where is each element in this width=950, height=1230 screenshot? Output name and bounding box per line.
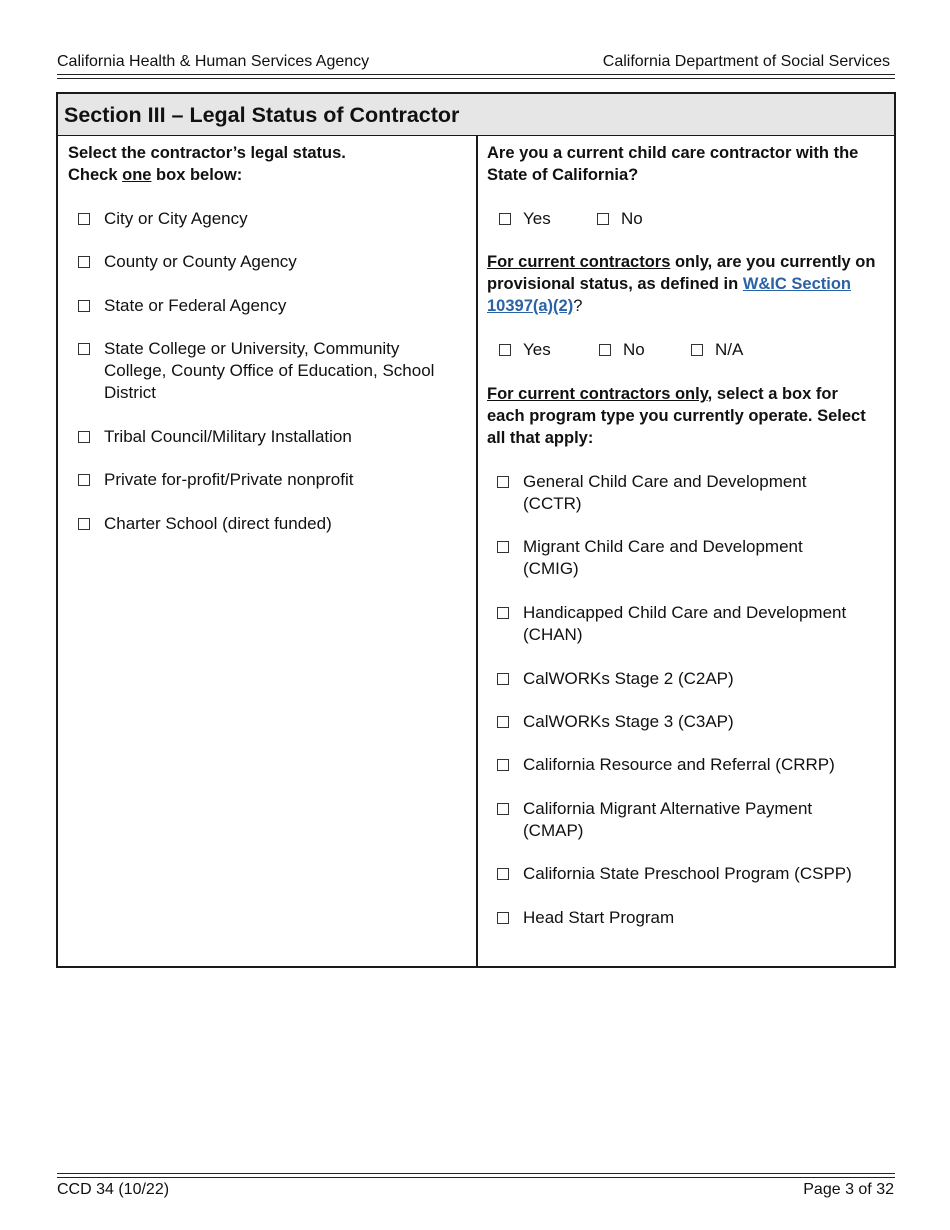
checkbox-c3ap[interactable] (497, 716, 509, 728)
option-label: California Migrant Alternative Payment (CMAP) (523, 799, 813, 840)
instruction-line-2-pre: Check (68, 166, 123, 184)
wic-section-link[interactable]: W&IC Section 10397(a)(2) (487, 275, 851, 315)
legal-status-option[interactable] (78, 513, 458, 535)
section-box (56, 92, 896, 968)
option-label: California Resource and Referral (CRRP) (523, 755, 835, 774)
q2-end: ? (573, 297, 583, 315)
option-label: Migrant Child Care and Development (CMIG) (523, 537, 803, 578)
checkbox-cmig[interactable] (497, 541, 509, 553)
option-label: Yes (523, 209, 551, 228)
legal-status-option[interactable] (78, 208, 458, 230)
footer-rule (57, 1173, 895, 1174)
q1-no-option[interactable] (597, 208, 643, 230)
instruction-line-1: Select the contractor’s legal status. (68, 144, 346, 162)
q2-underlined: For current contractors (487, 253, 671, 271)
q3-underlined: For current contractors only (487, 385, 708, 403)
checkbox-cctr[interactable] (497, 476, 509, 488)
checkbox-q1-yes[interactable] (499, 213, 511, 225)
legal-status-option[interactable] (78, 426, 458, 448)
checkbox-crrp[interactable] (497, 759, 509, 771)
header-department: California Department of Social Services (602, 53, 890, 70)
program-option[interactable] (497, 711, 887, 733)
option-label: Charter School (direct funded) (104, 514, 332, 533)
q1-yes-option[interactable] (499, 208, 551, 230)
checkbox-q2-yes[interactable] (499, 344, 511, 356)
option-label: No (621, 209, 643, 228)
program-option[interactable] (497, 798, 887, 842)
option-label: Yes (523, 340, 551, 359)
checkbox-private[interactable] (78, 474, 90, 486)
option-label: State or Federal Agency (104, 296, 287, 315)
option-label: CalWORKs Stage 2 (C2AP) (523, 669, 734, 688)
checkbox-q2-na[interactable] (691, 344, 703, 356)
checkbox-q2-no[interactable] (599, 344, 611, 356)
legal-status-option[interactable] (78, 295, 458, 317)
checkbox-city[interactable] (78, 213, 90, 225)
q2-no-option[interactable] (599, 339, 645, 361)
current-contractor-question: Are you a current child care contractor with the State of California? (487, 144, 859, 184)
checkbox-cspp[interactable] (497, 868, 509, 880)
checkbox-q1-no[interactable] (597, 213, 609, 225)
instruction-line-2-post: box below: (151, 166, 243, 184)
q2-yes-option[interactable] (499, 339, 551, 361)
program-option[interactable] (497, 536, 887, 580)
header-rule (57, 74, 895, 75)
checkbox-c2ap[interactable] (497, 673, 509, 685)
form-id: CCD 34 (10/22) (57, 1181, 170, 1198)
option-label: Handicapped Child Care and Development (CHAN) (523, 603, 847, 644)
option-label: Head Start Program (523, 908, 675, 927)
option-label: No (623, 340, 645, 359)
footer-rule (57, 1177, 895, 1178)
option-label: County or County Agency (104, 252, 297, 271)
program-option[interactable] (497, 668, 887, 690)
program-type-question (487, 383, 867, 449)
option-label: Tribal Council/Military Installation (104, 427, 352, 446)
q2-text: only, are you currently on provisional status, as defined in (487, 253, 876, 293)
instruction-underlined: one (122, 166, 152, 184)
checkbox-cmap[interactable] (497, 803, 509, 815)
program-option[interactable] (497, 754, 892, 776)
option-label: Private for-profit/Private nonprofit (104, 470, 354, 489)
page-number: Page 3 of 32 (803, 1181, 894, 1198)
header-rule (57, 78, 895, 79)
checkbox-school[interactable] (78, 343, 90, 355)
option-label: California State Preschool Program (CSPP) (523, 864, 852, 883)
program-option[interactable] (497, 602, 892, 646)
column-divider (476, 136, 478, 966)
section-title: Section III – Legal Status of Contractor (58, 94, 894, 136)
checkbox-county[interactable] (78, 256, 90, 268)
program-option[interactable] (497, 907, 887, 929)
checkbox-charter[interactable] (78, 518, 90, 530)
program-option[interactable] (497, 471, 887, 515)
option-label: CalWORKs Stage 3 (C3AP) (523, 712, 734, 731)
option-label: City or City Agency (104, 209, 248, 228)
q2-na-option[interactable] (691, 339, 743, 361)
legal-status-instruction (68, 142, 463, 186)
legal-status-option[interactable] (78, 251, 458, 273)
option-label: N/A (715, 340, 744, 359)
header-agency: California Health & Human Services Agency (57, 53, 370, 70)
legal-status-option[interactable] (78, 338, 438, 404)
option-label: General Child Care and Development (CCTR) (523, 472, 807, 513)
program-option[interactable] (497, 863, 892, 885)
checkbox-chan[interactable] (497, 607, 509, 619)
checkbox-head-start[interactable] (497, 912, 509, 924)
q3-text: , select a box for each program type you currently operate. Select all that apply: (487, 385, 866, 447)
checkbox-tribal[interactable] (78, 431, 90, 443)
checkbox-state-federal[interactable] (78, 300, 90, 312)
provisional-status-question (487, 251, 882, 317)
legal-status-option[interactable] (78, 469, 458, 491)
option-label: State College or University, Community College, County Office of Education, School District (104, 339, 435, 402)
